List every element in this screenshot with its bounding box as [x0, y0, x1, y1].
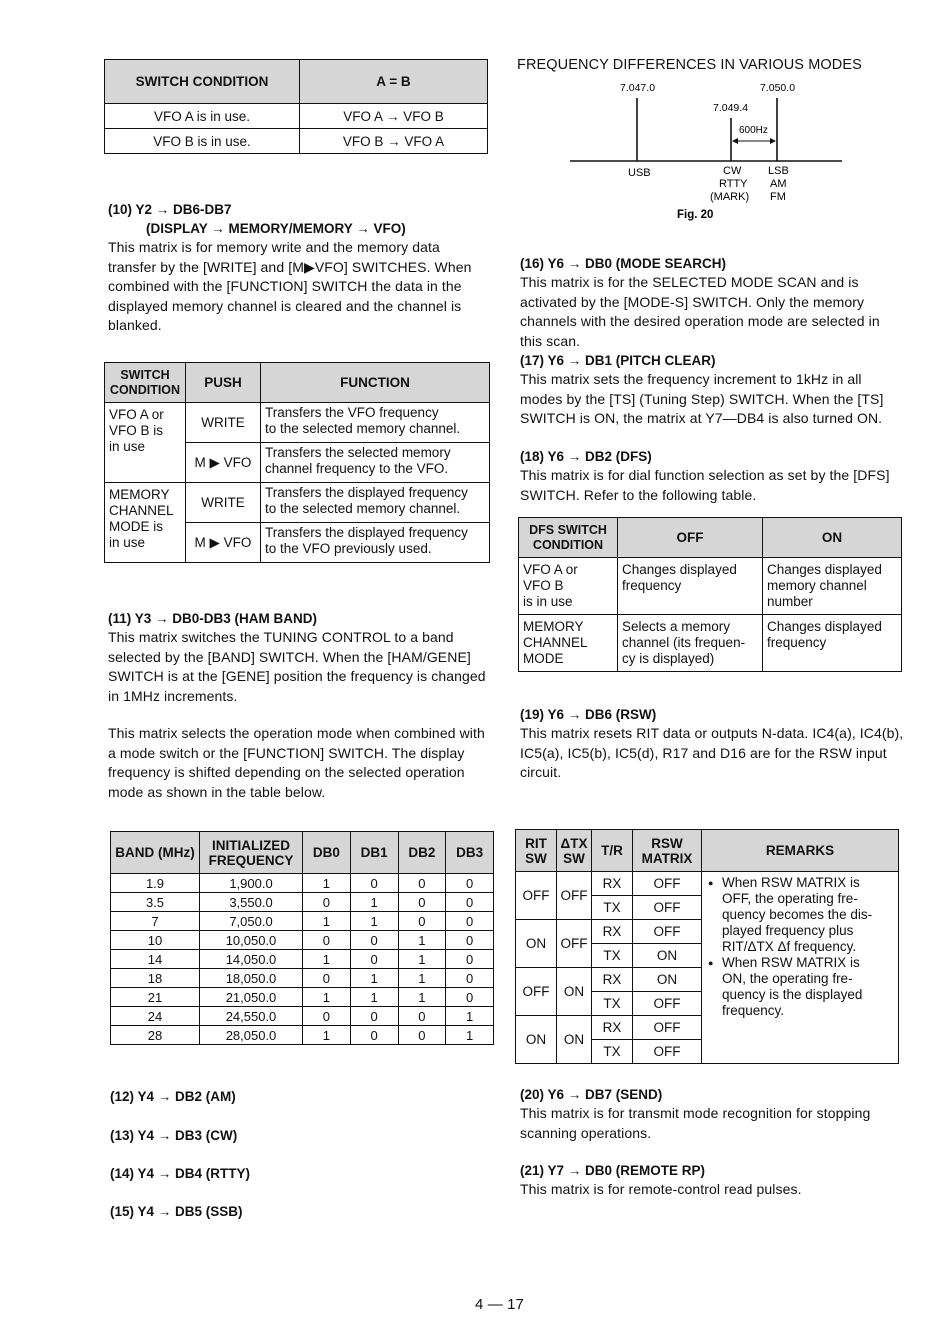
table-row: [111, 969, 494, 988]
table-cell: 7: [111, 912, 200, 931]
table-cell: 10,050.0: [200, 931, 303, 950]
table-cell: [618, 558, 763, 615]
paragraph-line: in 1MHz increments.: [108, 687, 238, 704]
table-header: RSW MATRIX: [633, 830, 702, 872]
bullet-icon: ●: [708, 958, 714, 968]
tr-cell: RX: [592, 872, 633, 896]
table-cell: 1: [398, 969, 446, 988]
rit-cell: OFF: [516, 872, 557, 920]
paragraph-line: scanning operations.: [520, 1124, 652, 1141]
remark-line: [706, 1003, 894, 1019]
table-cell: 1,900.0: [200, 874, 303, 893]
cell-line: Selects a memory: [622, 619, 731, 634]
table-cell: 0: [446, 950, 494, 969]
page-number: 4 — 17: [475, 1296, 524, 1313]
table-cell: 1: [303, 1026, 351, 1045]
table-cell: 18,050.0: [200, 969, 303, 988]
table-header: FUNCTION: [261, 363, 490, 403]
rit-cell: ON: [516, 1016, 557, 1064]
paragraph-line: circuit.: [520, 764, 562, 780]
diagram-title: FREQUENCY DIFFERENCES IN VARIOUS MODES: [517, 57, 862, 73]
freq-label-end: 7.050.0: [760, 82, 796, 94]
remark-text: quency becomes the dis-: [722, 907, 873, 922]
cell-line: is in use: [523, 594, 573, 609]
table-cell: 28: [111, 1026, 200, 1045]
section-10: [108, 200, 490, 336]
paragraph-line: this scan.: [520, 332, 581, 349]
remark-line: [706, 987, 894, 1003]
table-cell: [618, 615, 763, 672]
table-header: RIT SW: [516, 830, 557, 872]
matrix-cell: ON: [633, 968, 702, 992]
function-cell: [261, 483, 490, 523]
remark-text: When RSW MATRIX is: [722, 955, 860, 970]
table-cell: 1: [398, 950, 446, 969]
table-cell: 10: [111, 931, 200, 950]
remark-line: [706, 907, 894, 923]
table-cell: 21,050.0: [200, 988, 303, 1007]
table-row: [111, 988, 494, 1007]
table-cell: 1.9: [111, 874, 200, 893]
matrix-cell: ON: [633, 944, 702, 968]
paragraph-line: modes by the [TS] (Tuning Step) SWITCH. When the [TS]: [520, 390, 884, 407]
cell-line: memory channel: [767, 578, 867, 593]
table-cell: 1: [350, 893, 398, 912]
bullet-icon: ●: [708, 878, 714, 888]
section-heading: (17) Y6 → DB1 (PITCH CLEAR): [520, 353, 716, 368]
tr-cell: TX: [592, 944, 633, 968]
paragraph-line: This matrix is for remote-control read pulses.: [520, 1181, 802, 1197]
cell-line: MODE: [523, 651, 564, 666]
table-cell: 1: [350, 912, 398, 931]
tr-cell: TX: [592, 1040, 633, 1064]
cell-line: Changes displayed: [622, 562, 737, 577]
table-cell: 3.5: [111, 893, 200, 912]
paragraph-line: blanked.: [108, 317, 162, 333]
table-row: [111, 912, 494, 931]
table-cell: 0: [446, 969, 494, 988]
cell-line: number: [767, 594, 813, 609]
table-cell: 0: [446, 931, 494, 950]
table-row: [111, 931, 494, 950]
switch-ab-table: [104, 59, 488, 154]
matrix-cell: OFF: [633, 1040, 702, 1064]
table-header: OFF: [618, 518, 763, 558]
table-cell: VFO B is in use.: [105, 129, 300, 154]
table-cell: 0: [446, 874, 494, 893]
section-11: [108, 609, 490, 802]
remark-text: OFF, the operating fre-: [722, 891, 858, 906]
section-heading: (11) Y3 → DB0-DB3 (HAM BAND): [108, 611, 318, 626]
matrix-cell: OFF: [633, 896, 702, 920]
paragraph-line: SWITCH is at the [GENE] position the frequency is changed: [108, 668, 486, 684]
rtty-label: RTTY: [719, 178, 748, 190]
function-line: to the selected memory channel.: [265, 501, 461, 516]
paragraph-line: This matrix is for transmit mode recognition for stopping: [520, 1105, 871, 1121]
table-cell: 21: [111, 988, 200, 1007]
table-header: ON: [763, 518, 902, 558]
section-heading: (20) Y6 → DB7 (SEND): [520, 1087, 663, 1102]
paragraph-line: This matrix is for memory write and the memory data: [108, 239, 440, 255]
freq-label-start: 7.047.0: [620, 82, 656, 94]
cell-line: CHANNEL: [523, 635, 588, 650]
paragraph-line: This matrix selects the operation mode when combined with: [108, 725, 485, 741]
remark-text: RIT/ΔTX Δf frequency.: [722, 939, 857, 954]
table-cell: 0: [398, 893, 446, 912]
matrix-cell: OFF: [633, 872, 702, 896]
dfs-table: [518, 517, 902, 672]
table-cell: [519, 558, 618, 615]
table-cell: 28,050.0: [200, 1026, 303, 1045]
table-cell: 0: [398, 912, 446, 931]
matrix-cell: OFF: [633, 1016, 702, 1040]
table-cell: [519, 615, 618, 672]
remark-line: [706, 971, 894, 987]
function-line: to the selected memory channel.: [265, 421, 461, 436]
table-header: DB1: [350, 832, 398, 874]
table-row: [111, 1007, 494, 1026]
section-heading: (21) Y7 → DB0 (REMOTE RP): [520, 1163, 706, 1178]
paragraph-line: displayed memory channel is cleared and the channel is: [108, 297, 462, 314]
push-cell: WRITE: [186, 483, 261, 523]
am-label: AM: [770, 178, 787, 190]
paragraph-line: This matrix is for the SELECTED MODE SCAN and is: [520, 274, 859, 290]
condition-line: in use: [109, 439, 146, 454]
paragraph-line: mode as shown in the table below.: [108, 783, 326, 800]
function-line: Transfers the VFO frequency: [265, 405, 439, 420]
table-cell: 1: [303, 912, 351, 931]
rsw-table: [515, 829, 899, 1064]
cell-line: frequency: [767, 635, 827, 650]
table-cell: 0: [398, 1026, 446, 1045]
tr-cell: RX: [592, 968, 633, 992]
table-cell: 0: [446, 893, 494, 912]
table-cell: 18: [111, 969, 200, 988]
tr-cell: RX: [592, 920, 633, 944]
condition-line: VFO A or: [109, 407, 164, 422]
section-21: [520, 1161, 904, 1200]
condition-line: VFO B is: [109, 423, 164, 438]
table-cell: 3,550.0: [200, 893, 303, 912]
section-20: [520, 1085, 904, 1143]
paragraph-line: This matrix resets RIT data or outputs N-data. IC4(a), IC4(b),: [520, 725, 904, 741]
table-row: [111, 950, 494, 969]
table-cell: 0: [303, 1007, 351, 1026]
table-cell: 14: [111, 950, 200, 969]
table-cell: 1: [303, 950, 351, 969]
remark-text: When RSW MATRIX is: [722, 875, 860, 890]
table-header: PUSH: [186, 363, 261, 403]
freq-label-mid: 7.049.4: [713, 102, 749, 114]
table-header: DB0: [303, 832, 351, 874]
section-18: [520, 447, 902, 505]
table-cell: 24: [111, 1007, 200, 1026]
table-row: [111, 893, 494, 912]
table-cell: 0: [350, 1007, 398, 1026]
table-cell: 0: [303, 969, 351, 988]
section-14-heading: (14) Y4 → DB4 (RTTY): [110, 1166, 251, 1181]
table-header: A = B: [300, 60, 488, 104]
remark-line: [706, 923, 894, 939]
table-header: INITIALIZED FREQUENCY: [200, 832, 303, 874]
table-cell: 0: [350, 1026, 398, 1045]
paragraph-line: IC5(a), IC5(b), IC5(d), R17 and D16 are for the RSW input: [520, 744, 887, 761]
cell-line: VFO A or: [523, 562, 578, 577]
table-header: REMARKS: [702, 830, 899, 872]
paragraph-line: frequency is shifted depending on the selected operation: [108, 764, 465, 780]
condition-line: MEMORY: [109, 487, 170, 502]
table-header: DB2: [398, 832, 446, 874]
table-header: BAND (MHz): [111, 832, 200, 874]
remark-text: ON, the operating fre-: [722, 971, 853, 986]
table-header: T/R: [592, 830, 633, 872]
table-cell: 7,050.0: [200, 912, 303, 931]
table-cell: 1: [398, 931, 446, 950]
function-cell: [261, 443, 490, 483]
frequency-diagram: [560, 76, 860, 226]
function-line: Transfers the displayed frequency: [265, 525, 468, 540]
table-cell: 1: [398, 988, 446, 1007]
remark-text: played frequency plus: [722, 923, 854, 938]
condition-line: CHANNEL: [109, 503, 174, 518]
table-cell: 0: [398, 1007, 446, 1026]
remarks-cell: [702, 872, 899, 1064]
section-19: [520, 705, 904, 783]
section-15-heading: (15) Y4 → DB5 (SSB): [110, 1204, 243, 1219]
paragraph-line: This matrix switches the TUNING CONTROL to a band: [108, 629, 454, 645]
dtx-cell: ON: [557, 968, 592, 1016]
dtx-cell: OFF: [557, 920, 592, 968]
function-line: Transfers the displayed frequency: [265, 485, 468, 500]
table-cell: 0: [446, 912, 494, 931]
table-header: DFS SWITCH CONDITION: [519, 518, 618, 558]
usb-label: USB: [628, 167, 651, 179]
section-13-heading: (13) Y4 → DB3 (CW): [110, 1128, 238, 1143]
function-line: to the VFO previously used.: [265, 541, 432, 556]
rit-cell: OFF: [516, 968, 557, 1016]
table-cell: 14,050.0: [200, 950, 303, 969]
lsb-label: LSB: [768, 165, 789, 177]
dtx-cell: ON: [557, 1016, 592, 1064]
function-line: channel frequency to the VFO.: [265, 461, 449, 476]
matrix-cell: OFF: [633, 920, 702, 944]
table-header: ΔTX SW: [557, 830, 592, 872]
table-cell: 1: [303, 874, 351, 893]
paragraph-line: This matrix sets the frequency increment to 1kHz in all: [520, 371, 862, 387]
table-header: SWITCH CONDITION: [105, 60, 300, 104]
paragraph-line: transfer by the [WRITE] and [M▶VFO] SWITCHES. When: [108, 258, 472, 275]
table-cell: 0: [303, 931, 351, 950]
function-cell: [261, 523, 490, 563]
remark-line: [706, 939, 894, 955]
tr-cell: TX: [592, 896, 633, 920]
table-cell: 1: [303, 988, 351, 1007]
table-cell: 1: [446, 1026, 494, 1045]
paragraph-line: activated by the [MODE-S] SWITCH. Only the memory: [520, 293, 865, 310]
cell-line: Changes displayed: [767, 562, 882, 577]
condition-line: MODE is: [109, 519, 163, 534]
section-subheading: (DISPLAY → MEMORY/MEMORY → VFO): [146, 221, 406, 236]
push-cell: M ▶ VFO: [186, 443, 261, 483]
table-cell: 24,550.0: [200, 1007, 303, 1026]
paragraph-line: selected by the [BAND] SWITCH. When the [HAM/GENE]: [108, 648, 471, 665]
push-cell: M ▶ VFO: [186, 523, 261, 563]
section-heading: (19) Y6 → DB6 (RSW): [520, 707, 657, 722]
tr-cell: RX: [592, 1016, 633, 1040]
table-row: [516, 872, 899, 896]
table-row: [111, 874, 494, 893]
section-heading: (10) Y2 → DB6-DB7: [108, 202, 232, 217]
section-heading: (16) Y6 → DB0 (MODE SEARCH): [520, 256, 727, 271]
paragraph-line: a mode switch or the [FUNCTION] SWITCH. The display: [108, 744, 465, 761]
section-12-heading: (12) Y4 → DB2 (AM): [110, 1089, 236, 1104]
cw-label: CW: [723, 165, 742, 177]
cell-line: VFO B: [523, 578, 564, 593]
remark-text: quency is the displayed: [722, 987, 863, 1002]
condition-line: in use: [109, 535, 146, 550]
paragraph-line: This matrix is for dial function selection as set by the [DFS]: [520, 467, 890, 483]
rit-cell: ON: [516, 920, 557, 968]
push-cell: WRITE: [186, 403, 261, 443]
table-cell: 1: [446, 1007, 494, 1026]
table-cell: 0: [446, 988, 494, 1007]
cell-line: MEMORY: [523, 619, 584, 634]
table-cell: VFO B → VFO A: [300, 129, 488, 154]
paragraph-line: SWITCH. Refer to the following table.: [520, 486, 757, 503]
condition-cell: [105, 403, 186, 483]
condition-cell: [105, 483, 186, 563]
figure-caption: Fig. 20: [677, 209, 714, 221]
table-cell: 1: [350, 969, 398, 988]
table-cell: VFO A is in use.: [105, 104, 300, 129]
section-16: [520, 254, 902, 429]
remark-text: frequency.: [722, 1003, 785, 1018]
table-header: DB3: [446, 832, 494, 874]
cell-line: cy is displayed): [622, 651, 715, 666]
table-cell: 0: [398, 874, 446, 893]
band-table: [110, 831, 494, 1045]
delta-label: 600Hz: [739, 125, 768, 136]
paragraph-line: combined with the [FUNCTION] SWITCH the data in the: [108, 278, 462, 294]
table-row: [111, 1026, 494, 1045]
tr-cell: TX: [592, 992, 633, 1016]
mark-label: (MARK): [710, 191, 750, 203]
table-cell: VFO A → VFO B: [300, 104, 488, 129]
dtx-cell: OFF: [557, 872, 592, 920]
table-cell: 0: [350, 874, 398, 893]
cell-line: frequency: [622, 578, 682, 593]
function-line: Transfers the selected memory: [265, 445, 451, 460]
paragraph-line: SWITCH is ON, the matrix at Y7—DB4 is also turned ON.: [520, 410, 883, 426]
table-cell: [763, 558, 902, 615]
remark-line: [706, 875, 894, 891]
remark-line: [706, 891, 894, 907]
remark-line: [706, 955, 894, 971]
push-function-table: [104, 362, 490, 563]
table-cell: 0: [303, 893, 351, 912]
function-cell: [261, 403, 490, 443]
section-heading: (18) Y6 → DB2 (DFS): [520, 449, 652, 464]
matrix-cell: OFF: [633, 992, 702, 1016]
arrow-head-right: [770, 138, 776, 144]
cell-line: Changes displayed: [767, 619, 882, 634]
arrow-head-left: [732, 138, 738, 144]
fm-label: FM: [770, 191, 786, 203]
table-cell: 0: [350, 931, 398, 950]
table-cell: 0: [350, 950, 398, 969]
table-header: SWITCH CONDITION: [105, 363, 186, 403]
paragraph-line: channels with the desired operation mode are selected in: [520, 313, 880, 329]
table-cell: [763, 615, 902, 672]
table-cell: 1: [350, 988, 398, 1007]
cell-line: channel (its frequen-: [622, 635, 746, 650]
